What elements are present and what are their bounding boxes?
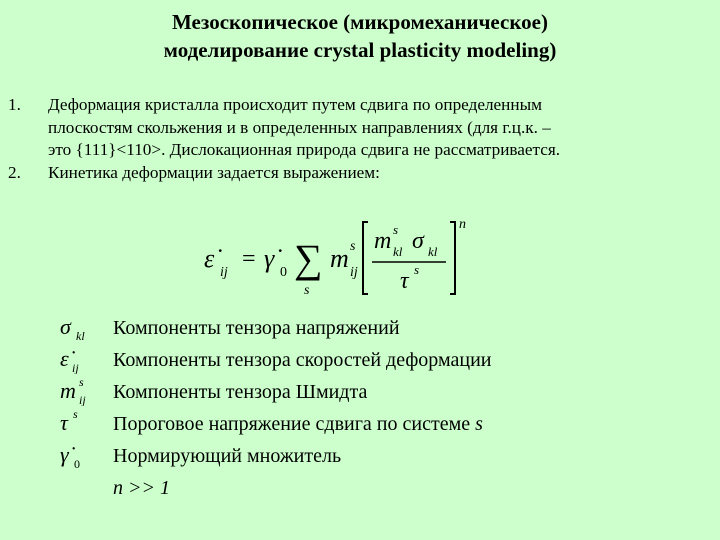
formula-equals: = (242, 246, 256, 272)
formula-num-m-sub: kl (393, 244, 403, 259)
title-line-1: Мезоскопическое (микромеханическое) (172, 10, 548, 34)
legend-symbol-sigma (58, 312, 108, 342)
formula-m-sub: ij (350, 265, 358, 280)
legend-symbol-strain-rate (58, 344, 108, 374)
slide-title (40, 8, 680, 64)
list-item-1-text (48, 94, 713, 162)
legend-gamma-description: Нормирующий множитель (113, 445, 342, 467)
list-item-2-number: 2. (8, 163, 21, 182)
formula-den-tau-sup: s (414, 262, 420, 277)
list-item-1-number: 1. (8, 95, 21, 114)
legend-schmid-symbol: m (60, 378, 76, 403)
legend-gamma-symbol: γ̇ (60, 442, 69, 467)
formula-right-bracket (450, 222, 455, 294)
legend-schmid-sup: s (79, 376, 84, 389)
legend-symbol-tau (58, 408, 108, 438)
legend-strain-rate-description: Компоненты тензора скоростей деформации (113, 349, 492, 371)
legend-row-strain-rate (58, 344, 658, 374)
legend-gamma-sub: 0 (74, 457, 80, 470)
legend-tau-symbol: τ (60, 410, 68, 435)
list-item-1-line-3: это {111}<110>. Дислокационная природа сдвига не рассматривается. (48, 140, 561, 159)
legend-sigma-symbol: σ (60, 314, 71, 339)
formula-m: m (330, 244, 349, 273)
legend-sigma-sub: kl (76, 329, 85, 342)
kinetics-formula (200, 212, 500, 302)
exponent-note: n >> 1 (113, 477, 170, 499)
legend-row-gamma (58, 440, 658, 470)
list-item-1-line-2: плоскостям скольжения и в определенных направлениях (для г.ц.к. – (48, 117, 551, 137)
legend-tau-description-main: Пороговое напряжение сдвига по системе (113, 413, 476, 435)
formula-sum: ∑ (294, 236, 323, 281)
legend-sigma-description: Компоненты тензора напряжений (113, 317, 400, 339)
formula-left-bracket (363, 222, 368, 294)
formula-num-m: m (374, 228, 392, 254)
formula-gamma: γ̇ (264, 244, 275, 273)
legend-tau-description (113, 412, 483, 436)
formula-num-sigma: σ (412, 228, 424, 254)
legend-row-sigma (58, 312, 658, 342)
formula-den-tau: τ (400, 268, 409, 294)
formula-gamma-sub: 0 (280, 265, 287, 280)
legend-row-schmid (58, 376, 658, 406)
list-item-1-line-1: Деформация кристалла происходит путем сдвига по определенным (48, 95, 542, 114)
formula-num-sigma-sub: kl (428, 244, 438, 259)
formula-lhs: ε̇ (204, 244, 215, 273)
legend-tau-description-var: s (475, 413, 483, 435)
legend-strain-rate-symbol: ε̇ (60, 346, 69, 371)
legend-symbol-gamma (58, 440, 108, 470)
legend-schmid-description: Компоненты тензора Шмидта (113, 381, 368, 403)
legend-row-tau (58, 408, 658, 438)
legend-tau-sup: s (73, 408, 78, 421)
formula-num-m-sup: s (393, 222, 399, 237)
title-line-2: моделирование crystal plasticity modeling) (163, 38, 557, 62)
formula-lhs-sub: ij (220, 265, 228, 280)
formula-exponent: n (459, 217, 466, 232)
list-item-2-line-1: Кинетика деформации задается выражением: (48, 163, 380, 182)
formula-m-sup: s (350, 239, 356, 254)
legend-symbol-schmid (58, 376, 108, 406)
legend-strain-rate-sub: ij (72, 361, 79, 374)
legend-schmid-sub: ij (79, 393, 86, 406)
formula-sum-index: s (304, 283, 310, 298)
list-item-2-text (48, 162, 713, 185)
